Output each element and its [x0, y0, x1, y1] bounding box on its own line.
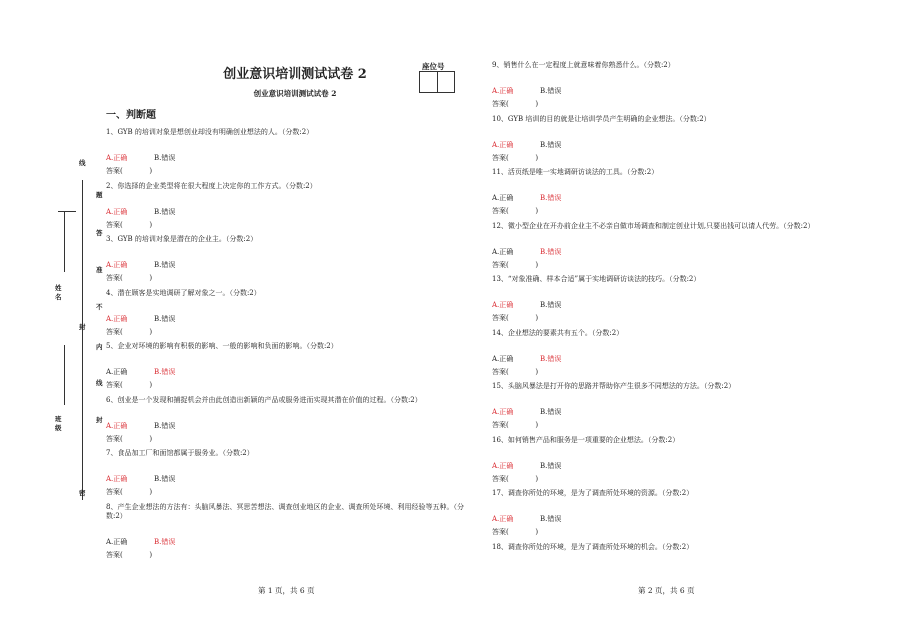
option-b[interactable]: B.错误 [154, 537, 176, 546]
option-a[interactable]: A.正确 [492, 140, 514, 149]
answer-field[interactable]: 答案( ) [106, 488, 153, 496]
option-a[interactable]: A.正确 [492, 354, 514, 363]
question-text: 6、创业是一个发现和捕捉机会并由此创造出新颖的产品或服务进而实现其潜在价值的过程。（分数:2） [106, 395, 422, 404]
question-text: 3、GYB 的培训对象是潜在的企业主。（分数:2） [106, 235, 258, 243]
option-b[interactable]: B.错误 [540, 515, 562, 523]
exam-title: 创业意识培训测试试卷 2 [223, 67, 367, 82]
binding-mark: 线 [96, 379, 103, 387]
question-text: 4、潜在顾客是实地调研了解对象之一。（分数:2） [106, 288, 261, 297]
page-footer-right: 第 2 页，共 6 页 [638, 586, 695, 595]
answer-field[interactable]: 答案( ) [106, 167, 153, 175]
question-text: 7、食品加工厂和面馆都属于服务业。（分数:2） [106, 449, 254, 457]
option-b[interactable]: B.错误 [540, 408, 562, 416]
answer-field[interactable]: 答案( ) [106, 550, 153, 559]
option-b[interactable]: B.错误 [540, 301, 562, 309]
option-a[interactable]: A.正确 [106, 154, 128, 162]
question-text: 10、GYB 培训的目的就是让培训学员产生明确的企业想法。（分数:2） [492, 114, 711, 123]
question-text: 9、销售什么在一定程度上就意味着你熟悉什么。（分数:2） [492, 61, 675, 69]
answer-field[interactable]: 答案( ) [106, 274, 153, 282]
option-b[interactable]: B.错误 [540, 354, 562, 363]
option-b[interactable]: B.错误 [154, 368, 176, 376]
option-a[interactable]: A.正确 [492, 461, 514, 470]
answer-field[interactable]: 答案( ) [106, 327, 153, 336]
binding-line [82, 180, 83, 500]
option-a[interactable]: A.正确 [106, 537, 128, 546]
answer-field[interactable]: 答案( ) [106, 220, 153, 229]
option-a[interactable]: A.正确 [106, 261, 128, 269]
class-field-line [64, 345, 65, 405]
answer-field[interactable]: 答案( ) [106, 381, 153, 389]
option-b[interactable]: B.错误 [154, 475, 176, 483]
question-text: 1、GYB 的培训对象是想创业却没有明确创业想法的人。（分数:2） [106, 128, 314, 136]
question-text: 5、企业对环境的影响有积极的影响、一般的影响和负面的影响。（分数:2） [106, 342, 338, 350]
option-b[interactable]: B.错误 [540, 461, 562, 470]
binding-mark: 准 [96, 266, 103, 274]
option-a[interactable]: A.正确 [106, 475, 128, 483]
question-text: 16、如何销售产品和服务是一项重要的企业想法。（分数:2） [492, 435, 680, 444]
option-b[interactable]: B.错误 [154, 261, 176, 269]
binding-mark: 线 [79, 159, 86, 167]
binding-mark: 密 [79, 489, 86, 497]
question-text: 12、微小型企业在开办前企业主不必亲自做市场调查和制定创业计划,只要出钱可以请人代劳。（分数:2） [492, 221, 815, 230]
question-text: 15、头脑风暴法是打开你的思路并帮助你产生很多不同想法的方法。（分数:2） [492, 382, 736, 390]
answer-field[interactable]: 答案( ) [492, 528, 539, 536]
answer-field[interactable]: 答案( ) [492, 474, 539, 483]
option-a[interactable]: A.正确 [492, 408, 514, 416]
option-a[interactable]: A.正确 [106, 314, 128, 323]
binding-mark: 不 [96, 303, 103, 311]
option-a[interactable]: A.正确 [492, 87, 514, 95]
binding-mark: 封 [79, 323, 86, 331]
section-title: 一、判断题 [106, 110, 156, 121]
answer-field[interactable]: 答案( ) [492, 421, 539, 429]
answer-field[interactable]: 答案( ) [492, 314, 539, 322]
option-a[interactable]: A.正确 [492, 301, 514, 309]
option-b[interactable]: B.错误 [154, 314, 176, 323]
option-b[interactable]: B.错误 [154, 421, 176, 430]
question-text: 17、调查你所处的环境，是为了调查所处环境的资源。（分数:2） [492, 489, 694, 497]
exam-subtitle: 创业意识培训测试试卷 2 [253, 89, 337, 98]
question-text: 14、企业想法的要素共有五个。（分数:2） [492, 328, 624, 337]
question-text: 11、活页纸是唯一实地调研访谈法的工具。（分数:2） [492, 168, 659, 176]
seat-number-label: 座位号 [422, 62, 445, 71]
answer-field[interactable]: 答案( ) [492, 207, 539, 215]
option-b[interactable]: B.错误 [540, 140, 562, 149]
answer-field[interactable]: 答案( ) [492, 367, 539, 376]
question-text: 8、产生企业想法的方法有：头脑风暴法、冥思苦想法、调查创业地区的企业、调查所处环境、利用经验等五种。（分数:2） [106, 502, 464, 520]
name-field-line [64, 212, 65, 272]
binding-mark: 封 [96, 416, 103, 424]
option-b[interactable]: B.错误 [154, 154, 176, 162]
name-underline [58, 211, 76, 212]
option-b[interactable]: B.错误 [540, 194, 562, 202]
option-b[interactable]: B.错误 [540, 247, 562, 256]
option-a[interactable]: A.正确 [106, 368, 128, 376]
question-text: 18、调查你所处的环境，是为了调查所处环境的机会。（分数:2） [492, 542, 694, 551]
binding-mark: 内 [96, 343, 103, 351]
question-text: 13、“对象准确、样本合适”属于实地调研访谈法的技巧。（分数:2） [492, 275, 701, 283]
question-text: 2、你选择的企业类型将在很大程度上决定你的工作方式。（分数:2） [106, 181, 317, 190]
option-b[interactable]: B.错误 [154, 207, 176, 216]
answer-field[interactable]: 答案( ) [106, 434, 153, 443]
option-b[interactable]: B.错误 [540, 87, 562, 95]
option-a[interactable]: A.正确 [492, 247, 514, 256]
option-a[interactable]: A.正确 [492, 194, 514, 202]
binding-mark: 题 [96, 191, 103, 199]
answer-field[interactable]: 答案( ) [492, 260, 539, 269]
binding-mark: 答 [96, 229, 103, 237]
class-label: 班级 [55, 415, 62, 432]
option-a[interactable]: A.正确 [106, 421, 128, 430]
name-label: 姓名 [55, 284, 62, 301]
page-footer-left: 第 1 页，共 6 页 [258, 586, 315, 595]
option-a[interactable]: A.正确 [106, 207, 128, 216]
answer-field[interactable]: 答案( ) [492, 153, 539, 162]
answer-field[interactable]: 答案( ) [492, 100, 539, 108]
seat-number-box[interactable] [419, 71, 455, 93]
option-a[interactable]: A.正确 [492, 515, 514, 523]
